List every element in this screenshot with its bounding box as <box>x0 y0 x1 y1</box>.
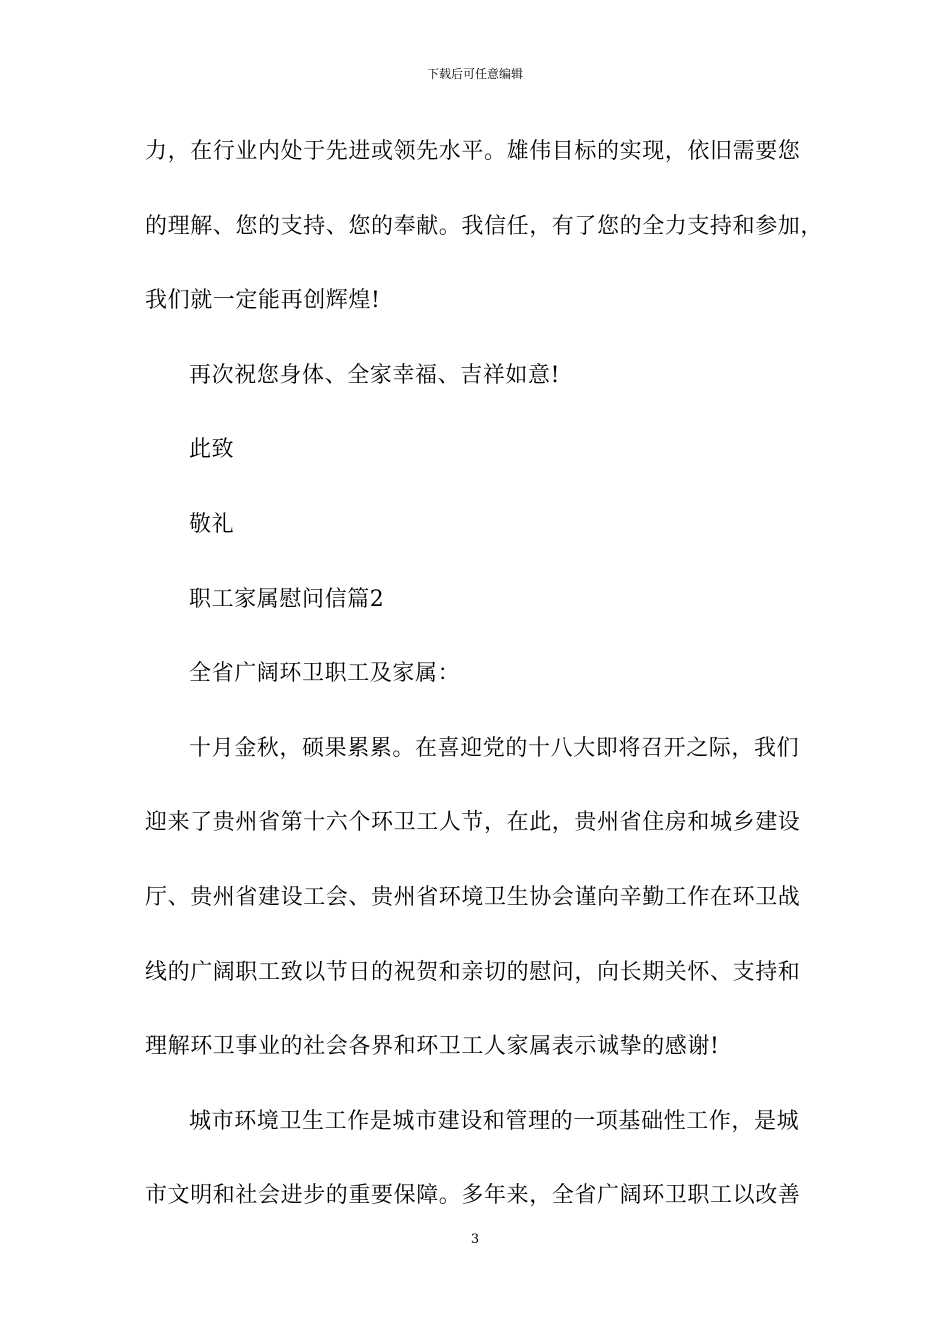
body-line: 全省广阔环卫职工及家属： <box>189 661 461 687</box>
body-line: 我们就一定能再创辉煌! <box>145 288 381 314</box>
body-line: 城市环境卫生工作是城市建设和管理的一项基础性工作，是城 <box>189 1108 800 1134</box>
document-body <box>145 128 824 1247</box>
body-line: 迎来了贵州省第十六个环卫工人节，在此，贵州省住房和城乡建设 <box>145 810 801 836</box>
body-line: 的理解、您的支持、您的奉献。我信任，有了您的全力支持和参加， <box>145 213 824 239</box>
body-line: 力，在行业内处于先进或领先水平。雄伟目标的实现，依旧需要您 <box>145 139 801 164</box>
body-line: 线的广阔职工致以节日的祝贺和亲切的慰问，向长期关怀、支持和 <box>145 959 801 985</box>
body-line: 再次祝您身体、全家幸福、吉祥如意! <box>189 362 561 388</box>
body-line: 敬礼 <box>189 511 235 537</box>
body-line: 十月金秋，硕果累累。在喜迎党的十八大即将召开之际，我们 <box>189 735 800 761</box>
body-line: 理解环卫事业的社会各界和环卫工人家属表示诚挚的感谢! <box>145 1034 720 1060</box>
body-line: 厅、贵州省建设工会、贵州省环境卫生协会谨向辛勤工作在环卫战 <box>145 884 801 910</box>
body-line: 市文明和社会进步的重要保障。多年来，全省广阔环卫职工以改善 <box>145 1183 801 1209</box>
body-line: 此致 <box>189 437 235 463</box>
page-number: 3 <box>470 1232 480 1247</box>
body-line: 职工家属慰问信篇2 <box>189 586 385 612</box>
page-header: 下载后可任意编辑 <box>426 67 523 81</box>
